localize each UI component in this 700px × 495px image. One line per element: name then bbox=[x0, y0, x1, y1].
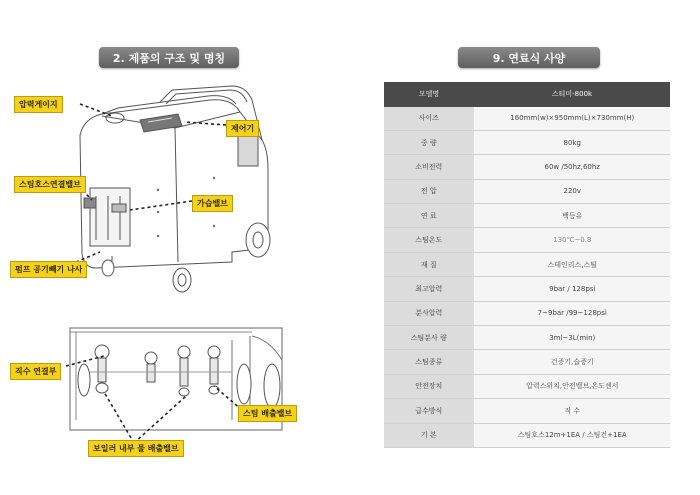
spec-value: 3ml~3L(min) bbox=[474, 326, 670, 350]
callout-controller: 제어기 bbox=[226, 120, 259, 137]
spec-label: 분사압력 bbox=[384, 301, 474, 325]
spec-label: 중 량 bbox=[384, 130, 474, 154]
spec-label: 최고압력 bbox=[384, 277, 474, 301]
spec-label: 재 질 bbox=[384, 252, 474, 276]
leader-lines bbox=[66, 104, 242, 443]
spec-label: 사이즈 bbox=[384, 106, 474, 130]
table-row bbox=[384, 423, 670, 447]
callout-steam-hose-valve: 스팀호스연결밸브 bbox=[14, 176, 86, 193]
spec-label: 스팀종류 bbox=[384, 350, 474, 374]
callout-pump-air-screw: 펌프 공기빼기 나사 bbox=[10, 261, 87, 278]
table-row bbox=[384, 326, 670, 350]
spec-table bbox=[384, 82, 670, 448]
callout-water-inlet: 직수 연결부 bbox=[10, 363, 61, 380]
table-row bbox=[384, 350, 670, 374]
table-row bbox=[384, 301, 670, 325]
spec-label: 기 본 bbox=[384, 423, 474, 447]
table-row bbox=[384, 179, 670, 203]
spec-value: 130℃~0.8 bbox=[474, 228, 670, 252]
callout-pressure-gauge: 압력게이지 bbox=[14, 96, 63, 113]
table-row bbox=[384, 228, 670, 252]
table-row bbox=[384, 155, 670, 179]
spec-value: 160mm(w)×950mm(L)×730mm(H) bbox=[474, 106, 670, 130]
callout-outer-valve: 가습밸브 bbox=[192, 195, 233, 212]
spec-label: 스팀분사 량 bbox=[384, 326, 474, 350]
spec-value: 압력스위치,안전밸브,온도센서 bbox=[474, 374, 670, 398]
table-row bbox=[384, 374, 670, 398]
spec-value: 220v bbox=[474, 179, 670, 203]
detail-valve-3 bbox=[178, 346, 190, 396]
machine-front-edge bbox=[175, 128, 178, 262]
spec-value: 7~9bar /99~128psi bbox=[474, 301, 670, 325]
spec-label: 전 압 bbox=[384, 179, 474, 203]
detail-valve-1 bbox=[95, 345, 109, 393]
spec-table-header bbox=[384, 82, 670, 106]
spec-value: 60w /50hz,60hz bbox=[474, 155, 670, 179]
table-row bbox=[384, 204, 670, 228]
table-row bbox=[384, 106, 670, 130]
spec-header-label: 모델명 bbox=[384, 82, 474, 106]
spec-label: 안전장치 bbox=[384, 374, 474, 398]
spec-label: 연 료 bbox=[384, 204, 474, 228]
detail-valve-2 bbox=[145, 352, 157, 382]
spec-value: 스테인리스,스틸 bbox=[474, 252, 670, 276]
spec-header-value: 스티미-800k bbox=[474, 82, 670, 106]
spec-value: 백등유 bbox=[474, 204, 670, 228]
table-row bbox=[384, 252, 670, 276]
spec-section-title: 9. 연료식 사양 bbox=[458, 47, 600, 68]
rear-wheel bbox=[246, 223, 270, 257]
structure-section-title: 2. 제품의 구조 및 명칭 bbox=[99, 47, 239, 68]
callout-steam-drain-valve: 스팀 배출밸브 bbox=[238, 405, 297, 422]
table-row bbox=[384, 277, 670, 301]
control-panel bbox=[140, 114, 182, 132]
spec-label: 소비전력 bbox=[384, 155, 474, 179]
table-row bbox=[384, 130, 670, 154]
front-wheel bbox=[173, 268, 191, 292]
spec-value: 스팀호스12m+1EA / 스팀건+1EA bbox=[474, 423, 670, 447]
spec-label: 급수방식 bbox=[384, 399, 474, 423]
spec-value: 건증기,습증기 bbox=[474, 350, 670, 374]
table-row bbox=[384, 399, 670, 423]
spec-value: 9bar / 128psi bbox=[474, 277, 670, 301]
spec-value: 80kg bbox=[474, 130, 670, 154]
spec-value: 직 수 bbox=[474, 399, 670, 423]
callout-boiler-drain-valve: 보일러 내부 물 배출밸브 bbox=[88, 440, 184, 457]
caster-wheel bbox=[102, 260, 114, 276]
spec-label: 스팀온도 bbox=[384, 228, 474, 252]
